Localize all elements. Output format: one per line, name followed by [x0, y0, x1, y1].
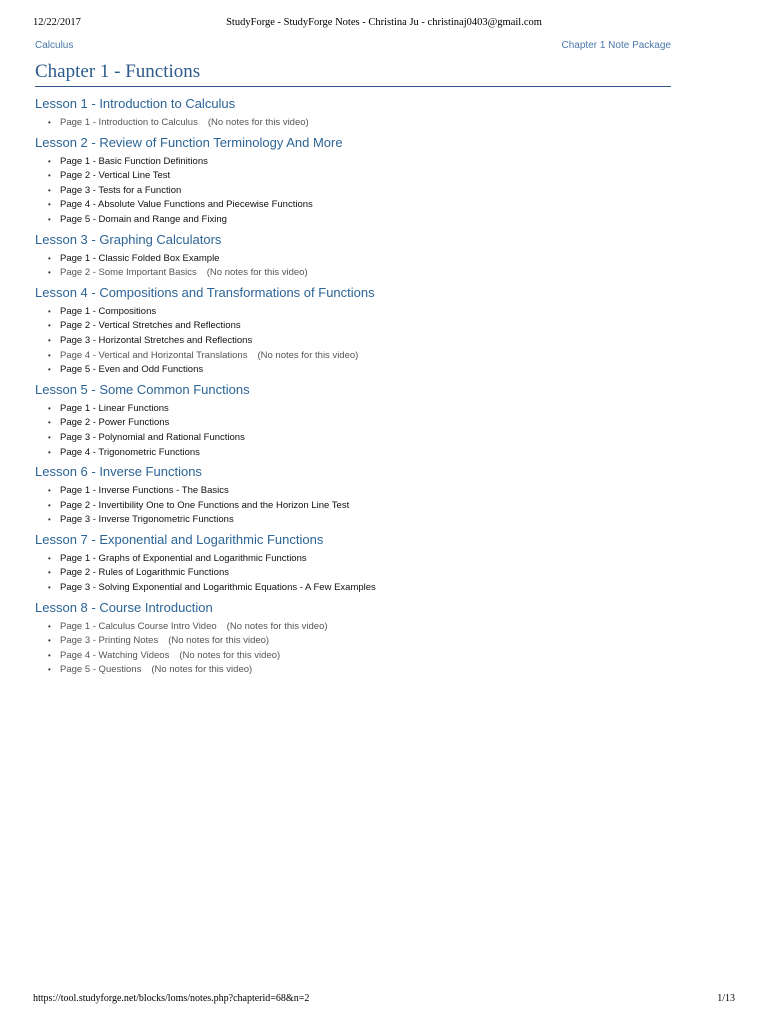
page-link[interactable]: Page 2 - Vertical Line Test	[60, 170, 171, 182]
page-list-item[interactable]	[35, 620, 695, 635]
lesson-section	[35, 464, 695, 528]
chapter-title: Chapter 1 - Functions	[35, 61, 671, 87]
lesson-section	[35, 382, 695, 460]
breadcrumb-note-package-link[interactable]: Chapter 1 Note Package	[561, 40, 671, 51]
page-link[interactable]: Page 1 - Inverse Functions - The Basics	[60, 485, 229, 497]
page-link[interactable]: Page 5 - Domain and Range and Fixing	[60, 213, 227, 225]
page-link[interactable]: Page 5 - Even and Odd Functions	[60, 364, 204, 376]
page-link[interactable]: Page 1 - Compositions	[60, 305, 157, 317]
no-notes-label: (No notes for this video)	[151, 664, 253, 676]
page-link[interactable]: Page 3 - Inverse Trigonometric Functions	[60, 514, 234, 526]
page-list-item[interactable]	[35, 349, 695, 364]
page-list-item[interactable]	[35, 252, 695, 267]
page-list	[35, 620, 695, 678]
page-link[interactable]: Page 1 - Classic Folded Box Example	[60, 252, 220, 264]
page-link[interactable]: Page 3 - Printing Notes	[60, 635, 159, 647]
no-notes-label: (No notes for this video)	[226, 620, 328, 632]
page-list-item[interactable]	[35, 155, 695, 170]
lesson-title-link[interactable]: Lesson 8 - Course Introduction	[35, 599, 213, 615]
page-list-item[interactable]	[35, 319, 695, 334]
page-list-item[interactable]	[35, 184, 695, 199]
lesson-title-link[interactable]: Lesson 4 - Compositions and Transformations of Functions	[35, 284, 375, 300]
page-list-item[interactable]	[35, 649, 695, 664]
lesson-section	[35, 232, 695, 281]
page-list-item[interactable]	[35, 513, 695, 528]
print-date: 12/22/2017	[33, 17, 81, 28]
page-link[interactable]: Page 3 - Solving Exponential and Logarithmic Equations - A Few Examples	[60, 582, 376, 594]
page-list	[35, 116, 695, 131]
lesson-title-link[interactable]: Lesson 3 - Graphing Calculators	[35, 231, 222, 247]
page-link[interactable]: Page 2 - Power Functions	[60, 417, 170, 429]
page-list-item[interactable]	[35, 169, 695, 184]
no-notes-label: (No notes for this video)	[179, 649, 281, 661]
lesson-title-link[interactable]: Lesson 7 - Exponential and Logarithmic Functions	[35, 531, 324, 547]
page-list-item[interactable]	[35, 266, 695, 281]
print-page-number: 1/13	[717, 993, 735, 1004]
page-list-item[interactable]	[35, 116, 695, 131]
page-list	[35, 402, 695, 460]
page-link[interactable]: Page 4 - Absolute Value Functions and Piecewise Functions	[60, 199, 313, 211]
breadcrumb-course-link[interactable]: Calculus	[35, 40, 74, 51]
page-link[interactable]: Page 3 - Horizontal Stretches and Reflections	[60, 334, 253, 346]
page-list	[35, 252, 695, 281]
lesson-section	[35, 285, 695, 378]
print-url: https://tool.studyforge.net/blocks/loms/notes.php?chapterid=68&n=2	[33, 993, 310, 1004]
lesson-list	[35, 96, 695, 682]
page-list-item[interactable]	[35, 334, 695, 349]
page-list-item[interactable]	[35, 431, 695, 446]
page-list-item[interactable]	[35, 484, 695, 499]
no-notes-label: (No notes for this video)	[257, 349, 359, 361]
page-list-item[interactable]	[35, 566, 695, 581]
page-list-item[interactable]	[35, 581, 695, 596]
page-link[interactable]: Page 3 - Tests for a Function	[60, 184, 182, 196]
page-list	[35, 484, 695, 528]
page-link[interactable]: Page 1 - Calculus Course Intro Video	[60, 620, 217, 632]
page-list-item[interactable]	[35, 416, 695, 431]
print-page-title: StudyForge - StudyForge Notes - Christina Ju - christinaj0403@gmail.com	[226, 17, 542, 28]
page-link[interactable]: Page 2 - Some Important Basics	[60, 267, 197, 279]
no-notes-label: (No notes for this video)	[206, 267, 308, 279]
page-link[interactable]: Page 2 - Vertical Stretches and Reflections	[60, 320, 241, 332]
page-list-item[interactable]	[35, 552, 695, 567]
page-link[interactable]: Page 4 - Trigonometric Functions	[60, 446, 200, 458]
page-link[interactable]: Page 3 - Polynomial and Rational Functions	[60, 431, 245, 443]
lesson-title-link[interactable]: Lesson 6 - Inverse Functions	[35, 464, 202, 480]
no-notes-label: (No notes for this video)	[207, 117, 309, 128]
page-list-item[interactable]	[35, 446, 695, 461]
lesson-section	[35, 96, 695, 131]
page-link[interactable]: Page 4 - Vertical and Horizontal Translations	[60, 349, 248, 361]
lesson-section	[35, 135, 695, 228]
page-link[interactable]: Page 1 - Graphs of Exponential and Logarithmic Functions	[60, 552, 307, 564]
page-link[interactable]: Page 2 - Invertibility One to One Functions and the Horizon Line Test	[60, 499, 350, 511]
page-list	[35, 552, 695, 596]
page-link[interactable]: Page 1 - Introduction to Calculus	[60, 117, 198, 128]
page-link[interactable]: Page 1 - Linear Functions	[60, 402, 169, 414]
lesson-section	[35, 600, 695, 678]
lesson-title-link[interactable]: Lesson 1 - Introduction to Calculus	[35, 96, 236, 111]
page-list-item[interactable]	[35, 198, 695, 213]
page-list-item[interactable]	[35, 499, 695, 514]
page-list-item[interactable]	[35, 634, 695, 649]
page-link[interactable]: Page 5 - Questions	[60, 664, 142, 676]
page-list-item[interactable]	[35, 305, 695, 320]
page-list-item[interactable]	[35, 213, 695, 228]
lesson-title-link[interactable]: Lesson 2 - Review of Function Terminology And More	[35, 134, 343, 150]
page-link[interactable]: Page 1 - Basic Function Definitions	[60, 155, 208, 167]
page-list-item[interactable]	[35, 402, 695, 417]
lesson-title-link[interactable]: Lesson 5 - Some Common Functions	[35, 381, 250, 397]
no-notes-label: (No notes for this video)	[168, 635, 270, 647]
page-list	[35, 305, 695, 378]
lesson-section	[35, 532, 695, 596]
page-list-item[interactable]	[35, 663, 695, 678]
page-list	[35, 155, 695, 228]
page-link[interactable]: Page 2 - Rules of Logarithmic Functions	[60, 567, 229, 579]
page-link[interactable]: Page 4 - Watching Videos	[60, 649, 170, 661]
page-list-item[interactable]	[35, 363, 695, 378]
